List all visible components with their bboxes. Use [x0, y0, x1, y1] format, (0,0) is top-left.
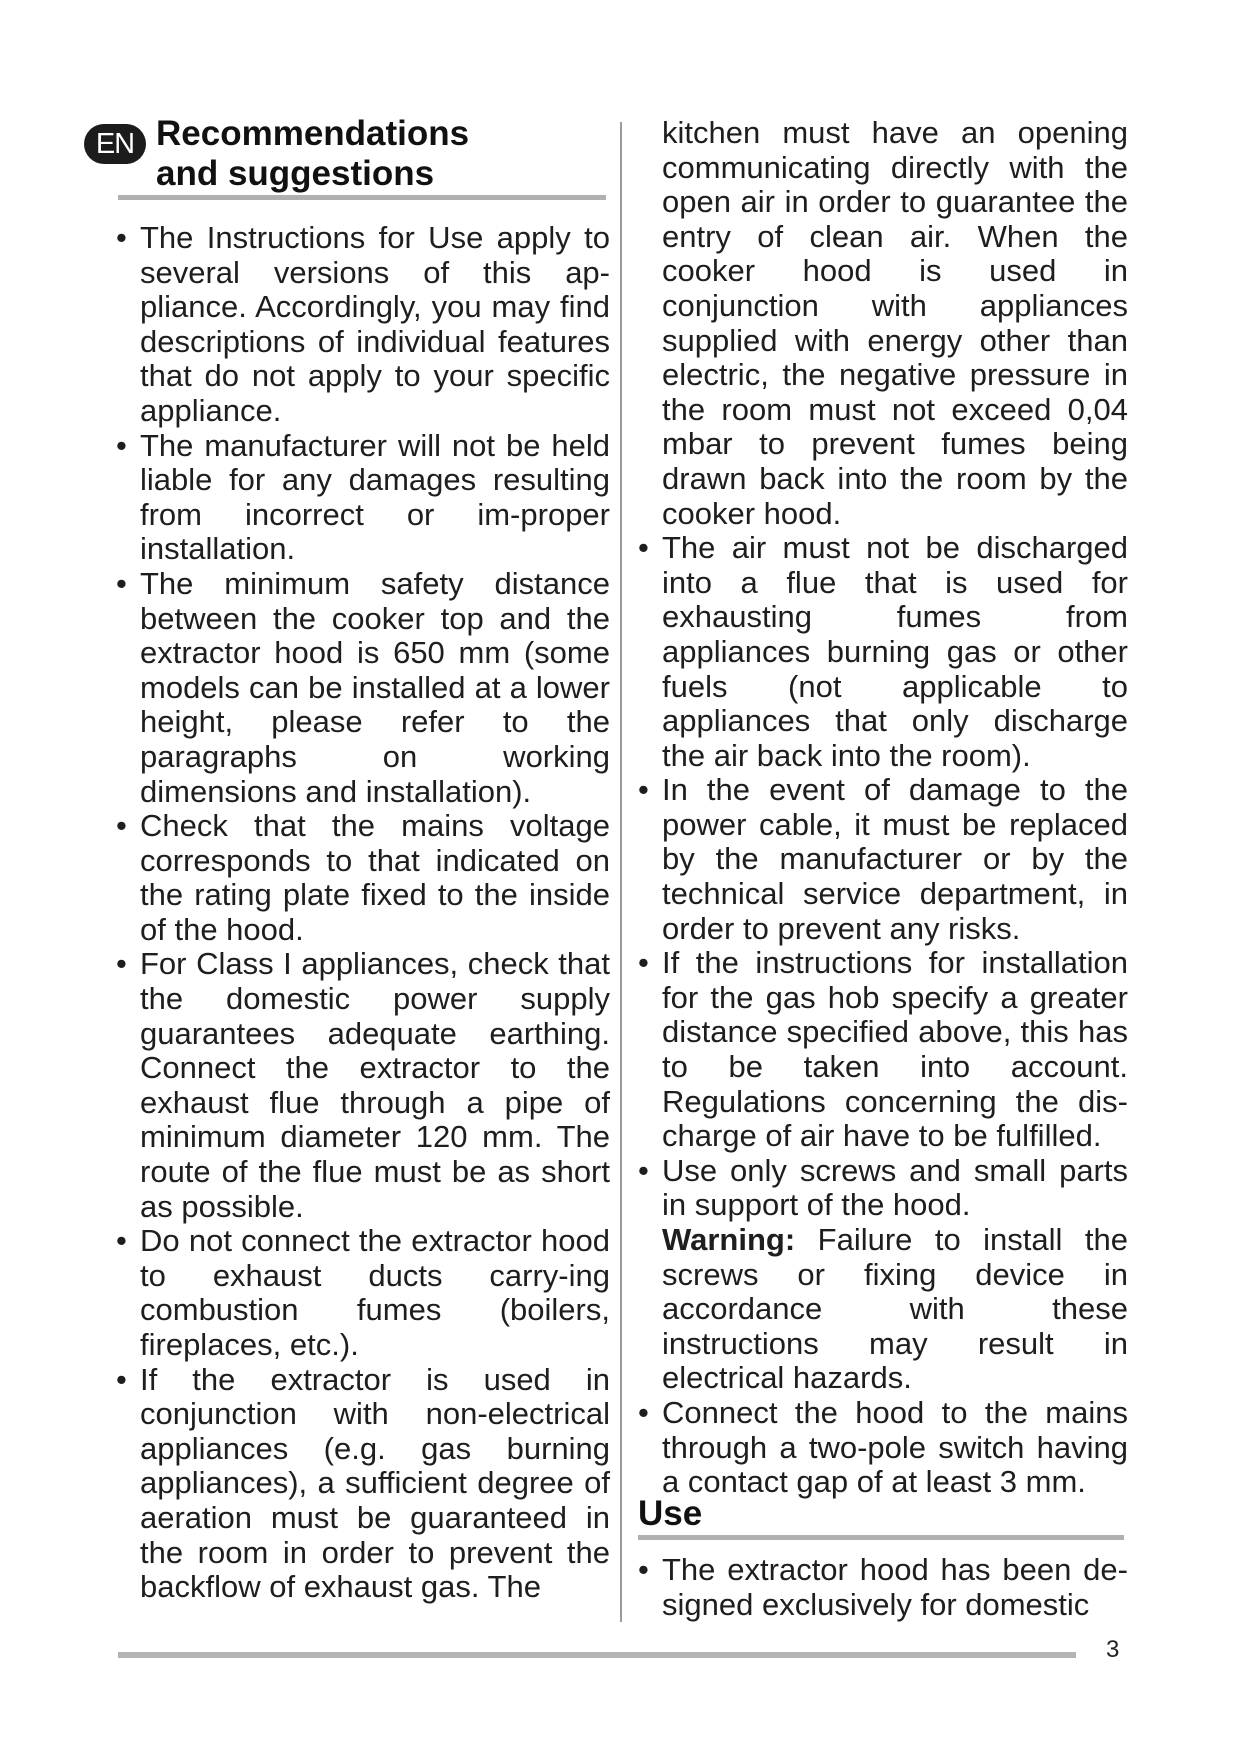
heading-line-1: Recommendations	[156, 114, 470, 153]
bullet-icon: •	[116, 1361, 127, 1397]
list-item: • Check that the mains voltage corresponds to that indicated on the rating plate fixed to the inside of the hood.	[116, 808, 610, 947]
warning-label: Warning:	[662, 1222, 796, 1257]
use-heading-underline	[638, 1535, 1124, 1540]
bullet-icon: •	[638, 772, 649, 808]
list-item: • Use only screws and small parts in support of the hood.	[638, 1152, 1128, 1223]
use-heading: Use	[638, 1494, 703, 1533]
list-item: • The air must not be discharged into a flue that is used for exhausting fumes from appliances burning gas or other fuels (not applicable to appliances that only discharge the air back into the room).	[638, 530, 1128, 773]
list-item: • Do not connect the extractor hood to exhaust ducts carry-ing combustion fumes (boilers, fireplaces, etc.).	[116, 1223, 610, 1362]
continued-paragraph: kitchen must have an opening communicating directly with the open air in order to guarantee the entry of clean air. When the cooker hood is used in conjunction with appliances supplied with energy other than electric, the negative pressure in the room must not exceed 0,04 mbar to prevent fumes being drawn back into the room by the cooker hood.	[662, 115, 1128, 531]
heading-underline	[118, 195, 606, 200]
bullet-icon: •	[638, 945, 649, 981]
list-item: • In the event of damage to the power cable, it must be replaced by the manufacturer or by the technical service department, in order to prevent any risks.	[638, 772, 1128, 946]
section-heading	[156, 114, 469, 194]
column-divider	[620, 122, 622, 1622]
bullet-icon: •	[116, 220, 127, 255]
list-item: • Connect the hood to the mains through a two-pole switch having a contact gap of at least 3 mm.	[638, 1394, 1128, 1500]
bullet-icon: •	[638, 1552, 649, 1587]
heading-line-2: and suggestions	[156, 154, 435, 193]
warning-paragraph	[638, 1223, 1128, 1396]
bullet-icon: •	[116, 427, 127, 463]
bullet-icon: •	[116, 565, 127, 601]
bullet-icon: •	[116, 808, 127, 844]
page-number: 3	[1106, 1636, 1120, 1663]
list-item: • For Class I appliances, check that the domestic power supply guarantees adequate earthing. Connect the extractor to the exhaust flue through a pipe of minimum diameter 120 mm. The route of the flue must be as short as possible.	[116, 946, 610, 1224]
list-item: • If the instructions for installation for the gas hob specify a greater distance specified above, this has to be taken into account. Regulations concerning the dis-charge of air have to be fulfilled.	[638, 945, 1128, 1154]
list-item: • The minimum safety distance between the cooker top and the extractor hood is 650 mm (some models can be installed at a lower height, please refer to the paragraphs on working dimensions and installation).	[116, 565, 610, 809]
warning-text: Failure to install the screws or fixing device in accordance with these instructions may result in electrical hazards.	[662, 1222, 1128, 1396]
list-item: • The Instructions for Use apply to several versions of this ap-pliance. Accordingly, you may find descriptions of individual features that do not apply to your specific appliance.	[116, 220, 610, 428]
right-column	[638, 116, 1128, 1500]
footer-rule	[118, 1652, 1076, 1658]
bullet-icon: •	[638, 1152, 649, 1188]
bullet-icon: •	[638, 530, 649, 566]
use-section	[638, 1553, 1128, 1622]
list-item: • The manufacturer will not be held liable for any damages resulting from incorrect or im-proper installation.	[116, 427, 610, 567]
language-badge: EN	[84, 124, 146, 164]
bullet-icon: •	[116, 946, 127, 982]
list-item: • If the extractor is used in conjunction with non-electrical appliances (e.g. gas burning appliances), a sufficient degree of aeration must be guaranteed in the room in order to prevent the backflow of exhaust gas. The	[116, 1361, 610, 1605]
list-item: • The extractor hood has been de-signed exclusively for domestic	[638, 1552, 1128, 1622]
left-column	[116, 221, 610, 1605]
bullet-icon: •	[638, 1394, 649, 1430]
bullet-icon: •	[116, 1223, 127, 1259]
